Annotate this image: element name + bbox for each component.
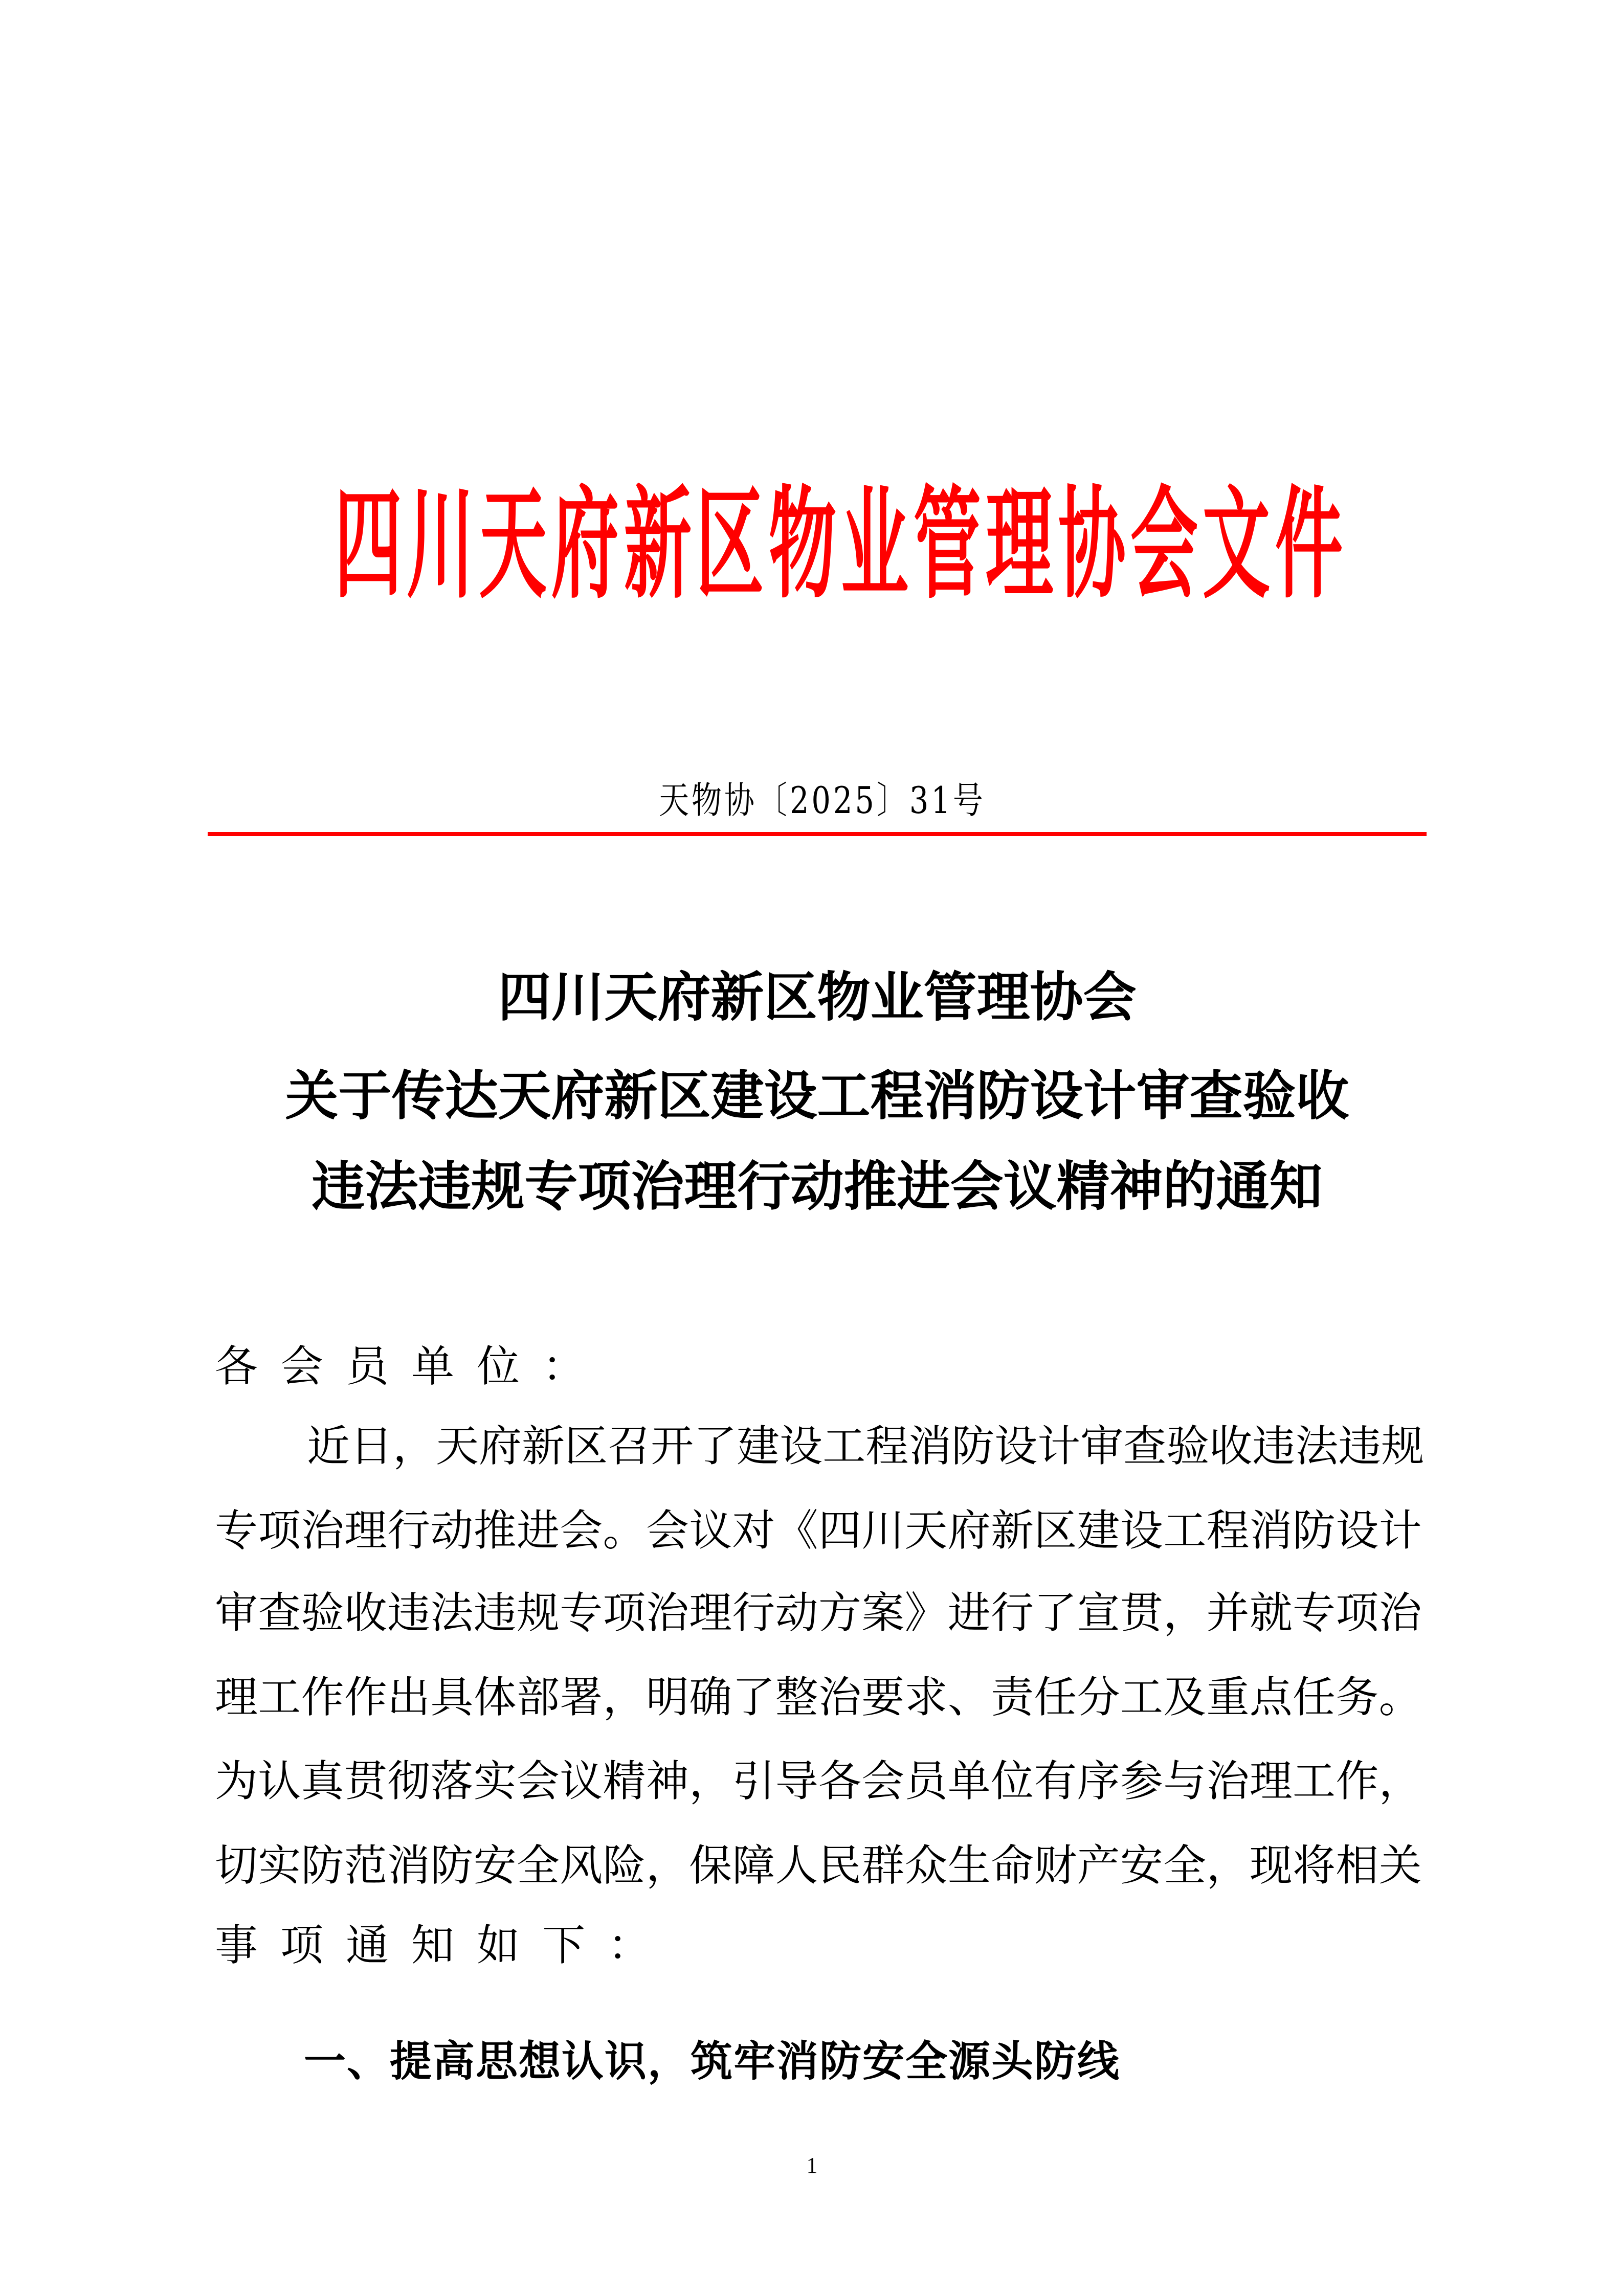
body-char: 审 (215, 1588, 258, 1638)
body-char: 署 (560, 1672, 603, 1722)
body-char: 下 (542, 1920, 608, 1970)
body-char: ， (689, 1756, 732, 1806)
body-char: 计 (1037, 1421, 1081, 1471)
body-char: 险 (603, 1840, 646, 1890)
body-char: 财 (1034, 1840, 1077, 1890)
body-char: 如 (477, 1920, 543, 1970)
red-divider-rule (208, 832, 1427, 836)
body-char: 单 (947, 1756, 991, 1806)
body-char: 命 (991, 1840, 1034, 1890)
body-char: 了 (732, 1672, 775, 1722)
body-char: 部 (516, 1672, 560, 1722)
body-char: 专 (215, 1505, 258, 1556)
body-char: 区 (1034, 1505, 1077, 1556)
body-char: 员 (346, 1341, 412, 1391)
body-char: 知 (411, 1920, 477, 1970)
body-char: 求 (904, 1672, 948, 1722)
body-char: 程 (1206, 1505, 1250, 1556)
body-char: ： (542, 1341, 608, 1391)
body-char: 位 (991, 1756, 1034, 1806)
body-char: 行 (732, 1588, 775, 1638)
body-char: 作 (1336, 1756, 1379, 1806)
title-line-3 (208, 1153, 1427, 1220)
body-char: 违 (473, 1588, 517, 1638)
body-char: 理 (689, 1588, 732, 1638)
body-char: 作 (344, 1672, 387, 1722)
document-number (0, 775, 1624, 826)
body-char: 工 (1120, 1672, 1163, 1722)
body-char: ， (1163, 1588, 1207, 1638)
body-char: 《 (775, 1505, 818, 1556)
body-char: 动 (430, 1505, 474, 1556)
body-char: 对 (732, 1505, 775, 1556)
body-char: 众 (904, 1840, 948, 1890)
body-char: 具 (430, 1672, 474, 1722)
body-char: 出 (387, 1672, 431, 1722)
body-char: 人 (775, 1840, 818, 1890)
body-char: 务 (1336, 1672, 1379, 1722)
body-char: 四 (818, 1505, 861, 1556)
body-char: 新 (522, 1421, 565, 1471)
banner-glyph: 天 (479, 473, 547, 616)
body-char: 神 (646, 1756, 689, 1806)
body-char: 彻 (387, 1756, 431, 1806)
body-char: 验 (1166, 1421, 1210, 1471)
banner-glyph: 件 (1275, 473, 1343, 616)
banner-glyph: 管 (913, 473, 981, 616)
body-char: ， (1206, 1840, 1250, 1890)
body-char: 议 (689, 1505, 732, 1556)
banner-glyph: 理 (986, 473, 1054, 616)
body-char: 川 (861, 1505, 905, 1556)
body-char: 治 (1378, 1588, 1422, 1638)
body-char: 单 (411, 1341, 477, 1391)
body-char: 贯 (1120, 1588, 1163, 1638)
body-char: 贯 (344, 1756, 387, 1806)
body-char: 区 (565, 1421, 608, 1471)
body-char: 通 (346, 1920, 412, 1970)
body-char: 责 (991, 1672, 1034, 1722)
body-char: 专 (560, 1588, 603, 1638)
body-char: ， (603, 1672, 646, 1722)
body-line-2 (215, 1500, 1422, 1561)
body-char: 设 (994, 1421, 1038, 1471)
body-char: 消 (908, 1421, 952, 1471)
body-char: 确 (689, 1672, 732, 1722)
body-char: 违 (387, 1588, 431, 1638)
body-char: 要 (861, 1672, 905, 1722)
body-char: 工 (822, 1421, 866, 1471)
banner-glyph: 会 (1130, 473, 1198, 616)
body-char: 重 (1206, 1672, 1250, 1722)
body-char: 项 (280, 1920, 346, 1970)
body-char: 现 (1249, 1840, 1293, 1890)
body-char: 实 (258, 1840, 301, 1890)
body-char: 项 (603, 1588, 646, 1638)
body-char: 会 (516, 1756, 560, 1806)
body-char: 程 (865, 1421, 909, 1471)
body-char: 开 (651, 1421, 694, 1471)
body-char: 查 (1123, 1421, 1167, 1471)
body-char: 工 (1163, 1505, 1207, 1556)
body-char: 法 (430, 1588, 474, 1638)
body-char: 导 (775, 1756, 818, 1806)
body-char: 防 (1293, 1505, 1336, 1556)
body-char: 案 (861, 1588, 905, 1638)
banner-glyph: 府 (551, 473, 619, 616)
title-line-3-text: 违法违规专项治理行动推进会议精神的通知 (312, 1155, 1323, 1218)
body-char: 与 (1163, 1756, 1207, 1806)
body-line-7 (215, 1915, 1422, 1976)
body-char: 理 (1249, 1756, 1293, 1806)
body-char: 认 (258, 1756, 301, 1806)
body-char: 消 (387, 1840, 431, 1890)
body-char: 防 (430, 1840, 474, 1890)
banner-glyph: 业 (841, 473, 909, 616)
body-char: 任 (1034, 1672, 1077, 1722)
body-char: 天 (436, 1421, 479, 1471)
banner-glyph: 协 (1058, 473, 1126, 616)
body-line-3 (215, 1582, 1422, 1644)
body-char: 收 (344, 1588, 387, 1638)
body-char: 工 (1293, 1756, 1336, 1806)
body-char: 了 (694, 1421, 737, 1471)
body-char: 召 (608, 1421, 651, 1471)
body-char: 范 (344, 1840, 387, 1890)
body-char: 设 (1336, 1505, 1379, 1556)
body-char: 治 (301, 1505, 344, 1556)
body-char: 规 (1381, 1421, 1425, 1471)
salutation (215, 1336, 1422, 1397)
body-char: 了 (1034, 1588, 1077, 1638)
body-char: 实 (473, 1756, 517, 1806)
body-char: 并 (1206, 1588, 1250, 1638)
body-char: 天 (904, 1505, 948, 1556)
body-char: 理 (344, 1505, 387, 1556)
body-char: 近 (307, 1421, 350, 1471)
body-char: 验 (301, 1588, 344, 1638)
body-char: 体 (473, 1672, 517, 1722)
body-char: 会 (646, 1505, 689, 1556)
title-line-2 (208, 1063, 1427, 1129)
body-char: 位 (477, 1341, 543, 1391)
title-line-2-text: 关于传达天府新区建设工程消防设计审查验收 (285, 1064, 1349, 1127)
body-char: 违 (1252, 1421, 1296, 1471)
document-number-text: 天物协〔2025〕31号 (659, 779, 986, 822)
body-char: 》 (904, 1588, 948, 1638)
body-char: 整 (775, 1672, 818, 1722)
body-char: 会 (861, 1756, 905, 1806)
body-char: 专 (1293, 1588, 1336, 1638)
body-char: 府 (479, 1421, 522, 1471)
body-char: 将 (1293, 1840, 1336, 1890)
body-char: 相 (1336, 1840, 1379, 1890)
body-char: 真 (301, 1756, 344, 1806)
banner-glyph: 川 (407, 473, 475, 616)
body-char: 任 (1293, 1672, 1336, 1722)
body-char: 新 (991, 1505, 1034, 1556)
body-char: 全 (516, 1840, 560, 1890)
body-char: 序 (1077, 1756, 1120, 1806)
banner-title (322, 473, 1343, 616)
body-char: 建 (737, 1421, 780, 1471)
body-char: 治 (646, 1588, 689, 1638)
body-char: 障 (732, 1840, 775, 1890)
body-char: 、 (947, 1672, 991, 1722)
body-char: 防 (951, 1421, 995, 1471)
body-char: 各 (818, 1756, 861, 1806)
body-char: 收 (1209, 1421, 1253, 1471)
body-char: 产 (1077, 1840, 1120, 1890)
banner-glyph: 新 (624, 473, 692, 616)
body-line-5 (215, 1750, 1422, 1812)
body-char: ， (1378, 1756, 1422, 1806)
body-char: 及 (1163, 1672, 1207, 1722)
body-char: 精 (603, 1756, 646, 1806)
body-char: 治 (1206, 1756, 1250, 1806)
banner-glyph: 四 (334, 473, 402, 616)
body-char: 全 (1163, 1840, 1207, 1890)
body-char: 建 (1077, 1505, 1120, 1556)
body-char: 动 (775, 1588, 818, 1638)
body-char: 就 (1249, 1588, 1293, 1638)
body-char: ， (646, 1840, 689, 1890)
banner-glyph: 物 (768, 473, 836, 616)
banner-glyph: 区 (696, 473, 764, 616)
body-char: 安 (1120, 1840, 1163, 1890)
body-char: 规 (516, 1588, 560, 1638)
body-char: 审 (1080, 1421, 1124, 1471)
body-char: 点 (1249, 1672, 1293, 1722)
body-char: 。 (1378, 1672, 1422, 1722)
body-char: 治 (818, 1672, 861, 1722)
title-line-1 (208, 964, 1427, 1030)
body-char: 员 (904, 1756, 948, 1806)
body-char: 各 (215, 1341, 281, 1391)
body-char: 理 (215, 1672, 258, 1722)
title-line-1-text: 四川天府新区物业管理协会 (498, 965, 1137, 1028)
body-char: 有 (1034, 1756, 1077, 1806)
body-char: 设 (1120, 1505, 1163, 1556)
body-char: 法 (1295, 1421, 1339, 1471)
body-char: 明 (646, 1672, 689, 1722)
body-char: 府 (947, 1505, 991, 1556)
body-line-6 (215, 1835, 1422, 1896)
body-line-4 (215, 1667, 1422, 1728)
body-char: 风 (560, 1840, 603, 1890)
body-char: 项 (258, 1505, 301, 1556)
body-char: 切 (215, 1840, 258, 1890)
body-char: 宣 (1077, 1588, 1120, 1638)
body-char: ， (393, 1421, 436, 1471)
body-char: 分 (1077, 1672, 1120, 1722)
body-char: 方 (818, 1588, 861, 1638)
body-char: 行 (387, 1505, 431, 1556)
body-char: 消 (1249, 1505, 1293, 1556)
body-char: 行 (991, 1588, 1034, 1638)
body-char: 工 (258, 1672, 301, 1722)
body-line-1 (307, 1415, 1425, 1477)
page-number: 1 (806, 2153, 818, 2178)
body-char: 落 (430, 1756, 474, 1806)
body-char: 进 (516, 1505, 560, 1556)
body-char: 群 (861, 1840, 905, 1890)
body-char: 关 (1378, 1840, 1422, 1890)
body-char: 日 (350, 1421, 393, 1471)
body-char: 安 (473, 1840, 517, 1890)
body-char: 作 (301, 1672, 344, 1722)
body-char: 推 (473, 1505, 517, 1556)
body-char: 进 (947, 1588, 991, 1638)
body-char: 项 (1336, 1588, 1379, 1638)
body-char: ： (608, 1920, 674, 1970)
section-heading-1: 一、提高思想认识，筑牢消防安全源头防线 (304, 2037, 1121, 2086)
banner-glyph: 文 (1203, 473, 1271, 616)
body-char: 会 (280, 1341, 346, 1391)
body-char: 生 (947, 1840, 991, 1890)
body-char: 为 (215, 1756, 258, 1806)
body-char: 会 (560, 1505, 603, 1556)
body-char: 引 (732, 1756, 775, 1806)
body-char: 查 (258, 1588, 301, 1638)
body-char: 设 (780, 1421, 823, 1471)
body-char: 防 (301, 1840, 344, 1890)
body-char: 民 (818, 1840, 861, 1890)
body-char: 计 (1378, 1505, 1422, 1556)
body-char: 保 (689, 1840, 732, 1890)
body-char: 。 (603, 1505, 646, 1556)
body-char: 违 (1338, 1421, 1382, 1471)
body-char: 事 (215, 1920, 281, 1970)
body-char: 议 (560, 1756, 603, 1806)
body-char: 参 (1120, 1756, 1163, 1806)
